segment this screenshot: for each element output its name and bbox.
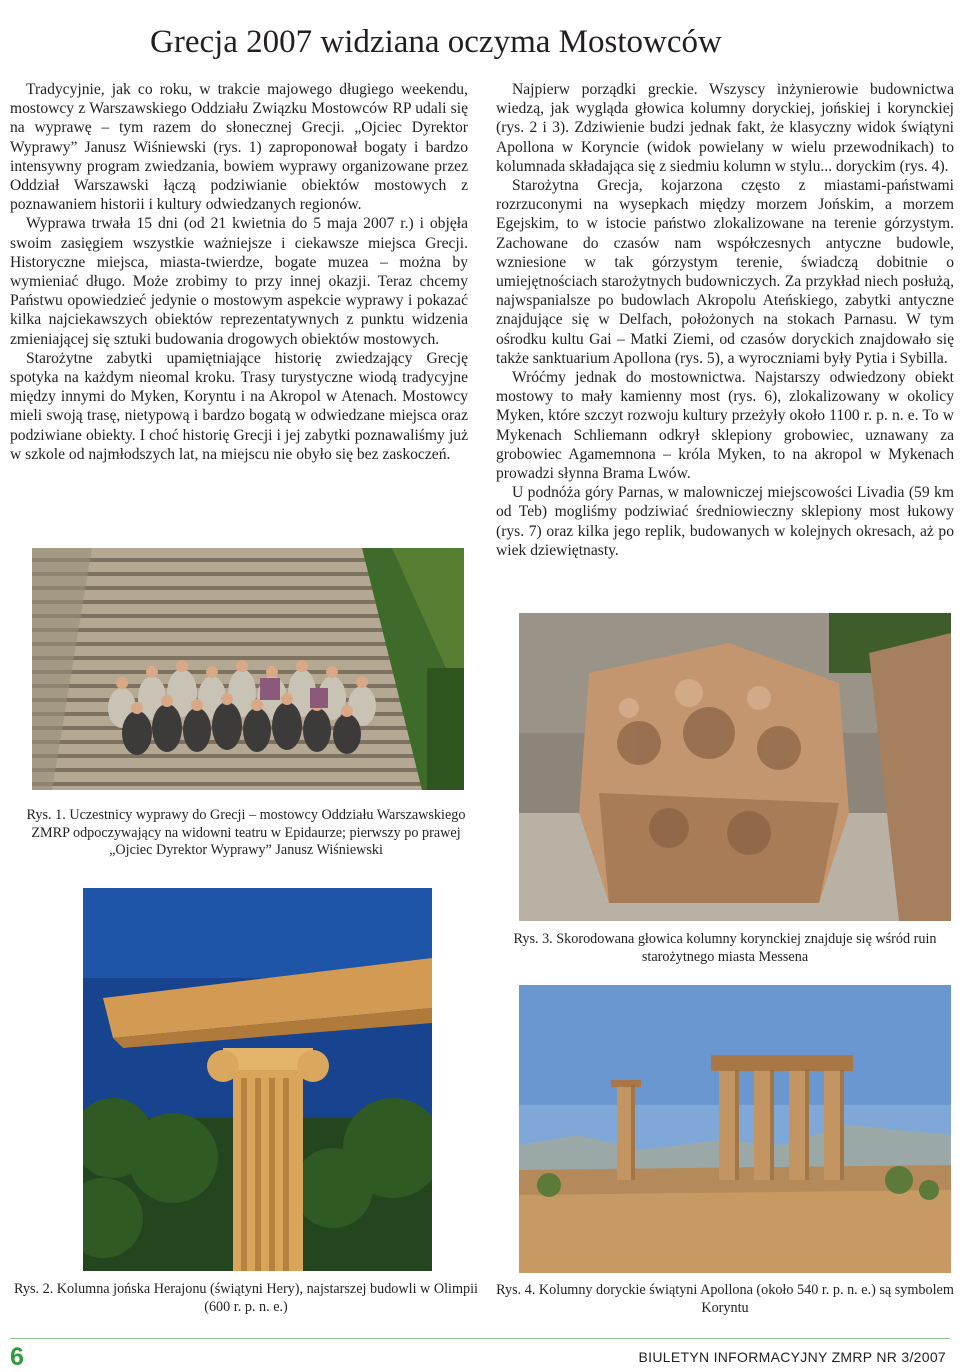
article-title: Grecja 2007 widziana oczyma Mostowców [150,24,722,60]
figure-3-caption: Rys. 3. Skorodowana głowica kolumny korynckiej znajduje się wśród ruin starożytnego miasta Messena [513,931,937,965]
figure-2-caption: Rys. 2. Kolumna jońska Herajonu (świątyni Hery), najstarszej budowli w Olimpii (600 r. p. n. e.) [14,1281,478,1315]
figure-4-caption: Rys. 4. Kolumny doryckie świątyni Apollona (około 540 r. p. n. e.) są symbolem Koryntu [496,1282,954,1316]
page-number: 6 [10,1343,24,1371]
figure-1-caption: Rys. 1. Uczestnicy wyprawy do Grecji – mostowcy Oddziału Warszawskiego ZMRP odpoczywający na widowni teatru w Epidaurze; pierwszy po prawej „Ojciec Dyrektor Wyprawy” Janusz Wiśniewski [26,807,466,858]
figure-4-photo [519,985,951,1273]
figure-3-photo [519,613,951,921]
paragraph: Starożytna Grecja, kojarzona często z miastami-państwami rozrzuconymi na wysepkach między morzem Jońskim, a morzem Egejskim, to w istocie państwo zlokalizowane na terenie górzystym. Zachowane do czasów nam współczesnych antyczne budowle, wzniesione w tak górzystym terenie, świadczą dobitnie o umiejętnościach starożytnych budowniczych. Za przykład niech posłużą, najwspanialsze po budowlach Akropolu Ateńskiego, zabytki antyczne znajdujące się w Delfach, położonych na stokach Parnasu. W tym ośrodku kultu Gai – Matki Ziemi, od czasów doryckich znajdowało się także sanktuarium Apollona (rys. 5), a wyroczniami były Pytia i Sybilla. [496,177,954,367]
paragraph: Tradycyjnie, jak co roku, w trakcie majowego długiego weekendu, mostowcy z Warszawskiego Oddziału Związku Mostowców RP udali się na wyprawę – tym razem do słonecznej Grecji. „Ojciec Dyrektor Wyprawy” Janusz Wiśniewski (rys. 1) zaproponował bogaty i bardzo intensywny program zwiedzania, bowiem wyprawy organizowane przez Oddział Warszawski łączą podziwianie obiektów mostowych z poznawaniem historii i kultury odwiedzanych regionów. [10,81,468,214]
paragraph: Starożytne zabytki upamiętniające historię zwiedzający Grecję spotyka na każdym nieomal kroku. Trasy turystyczne wiodą tradycyjne między innymi do Myken, Koryntu i na Akropol w Atenach. Mostowcy mieli swoją trasę, nietypową i bardzo bogatą w odwiedzane miejsca oraz podziwiane obiekty. I choć historię Grecji i jej zabytki poznawaliśmy już w szkole od najmłodszych lat, na miejscu nie obyło się bez zaskoczeń. [10,349,468,463]
left-column [10,80,468,464]
paragraph: Najpierw porządki greckie. Wszyscy inżynierowie budownictwa wiedzą, jak wygląda głowica kolumny doryckiej, jońskiej i korynckiej (rys. 2 i 3). Zdziwienie budzi jednak fakt, że klasyczny widok świątyni Apollona w Koryncie (widok powielany w wielu przewodnikach) to kolumnada składająca się z siedmiu kolumn w stylu... doryckim (rys. 4). [496,81,954,175]
paragraph: Wróćmy jednak do mostownictwa. Najstarszy odwiedzony obiekt mostowy to mały kamienny most (rys. 6), zlokalizowany w okolicy Myken, które szczyt rozwoju kultury przeżyły około 1100 r. p. n. e. To w Mykenach Schliemann odkrył sklepiony grobowiec, uznawany za grobowiec Agamemnona – króla Myken, to na akropol w Mykenach prowadzi słynna Brama Lwów. [496,369,954,483]
figure-2-photo [83,888,432,1271]
paragraph: Wyprawa trwała 15 dni (od 21 kwietnia do 5 maja 2007 r.) i objęła swoim zasięgiem wszystkie ważniejsze i ciekawsze miejsca Grecji. Historyczne miejsca, miasta-twierdze, bogate muzea – można by wymieniać długo. Może zrobimy to przy innej okazji. Teraz chcemy Państwu opowiedzieć jedynie o mostowym aspekcie wyprawy i pokazać kilka najciekawszych obiektów reprezentatywnych z punktu widzenia zmieniającej się sztuki budowania drogowych obiektów mostowych. [10,215,468,348]
publication-name: BIULETYN INFORMACYJNY ZMRP NR 3/2007 [638,1349,946,1365]
figure-1-photo [32,548,464,790]
paragraph: U podnóża góry Parnas, w malowniczej miejscowości Livadia (59 km od Teb) mogliśmy podziwiać średniowieczny sklepiony most łukowy (rys. 7) oraz kilka jego replik, budowanych w kolejnych okresach, aż po wiek dziewiętnasty. [496,484,954,559]
right-column [496,80,954,560]
footer-divider [10,1338,950,1339]
